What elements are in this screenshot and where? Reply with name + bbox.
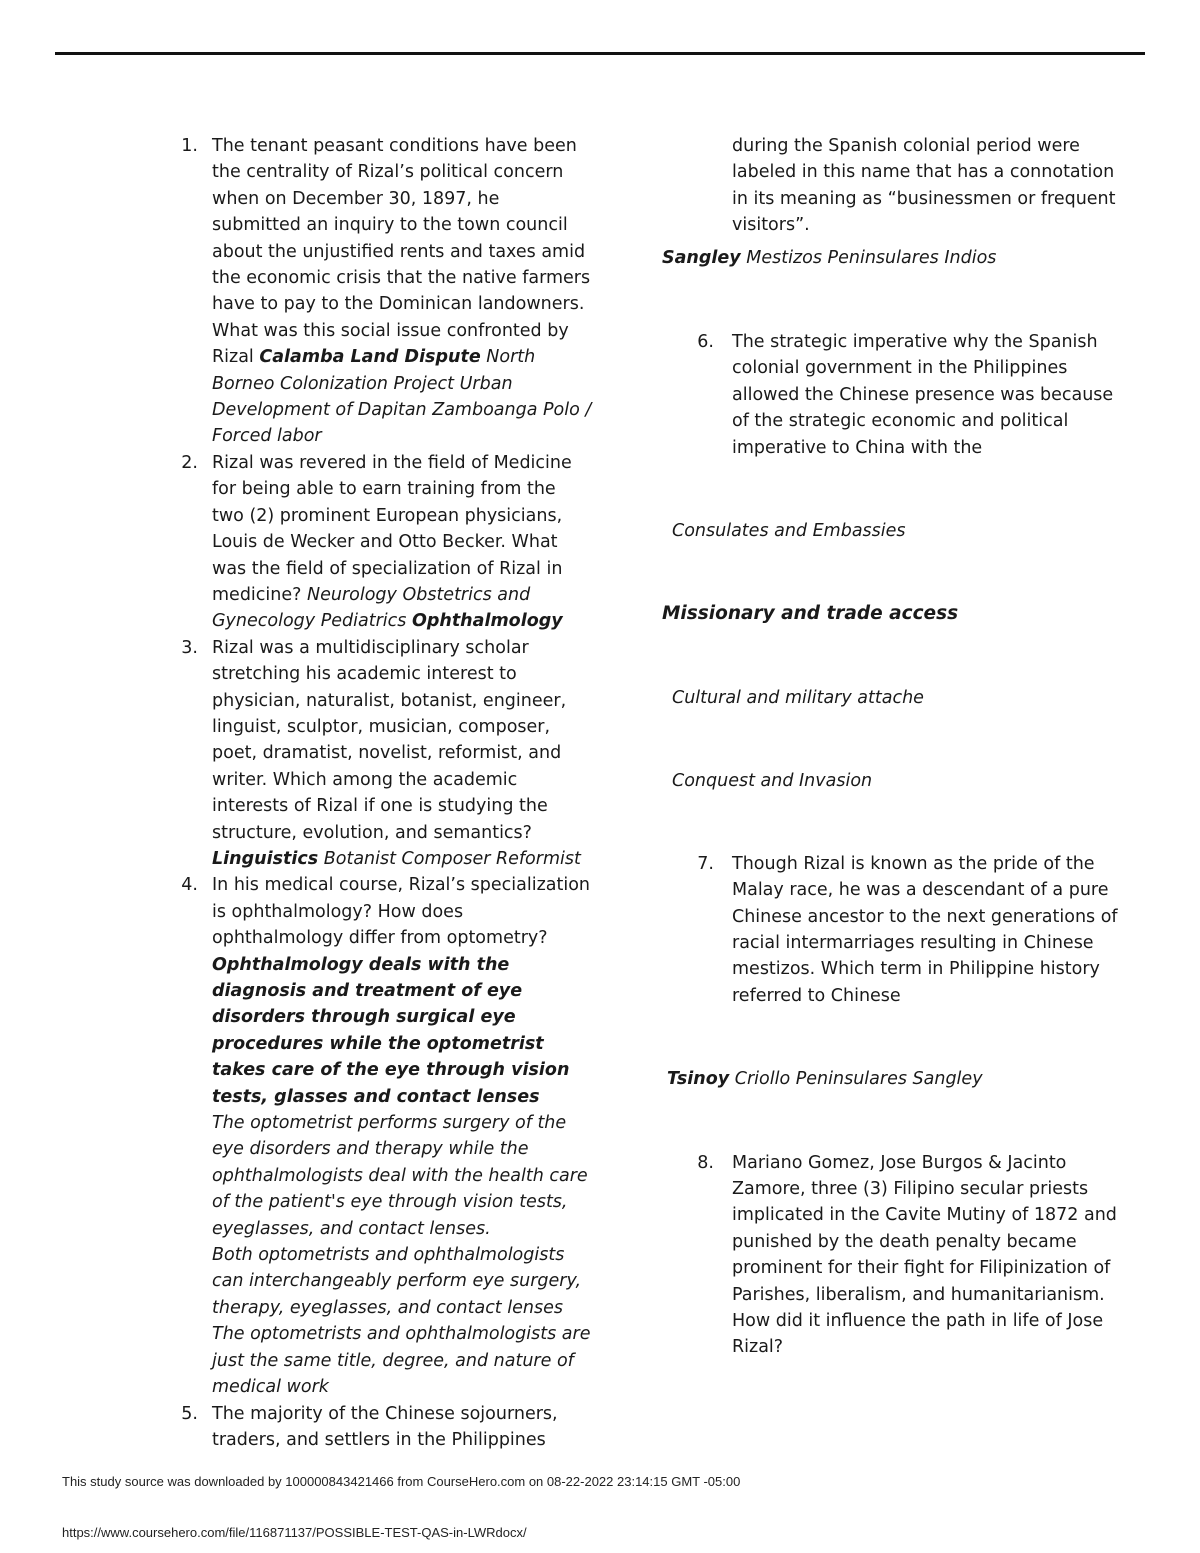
correct-answer: Ophthalmology <box>411 611 563 632</box>
download-source-text: This study source was downloaded by 100000843421466 from CourseHero.com on 08-22-2022 23:14:15 GMT -05:00 <box>62 1474 741 1489</box>
question-text: The strategic imperative why the Spanish colonial government in the Philippines allowed the Chinese presence was because of the strategic economic and political imperative to China with the <box>732 332 1114 458</box>
question-7-answers <box>662 1066 1122 1092</box>
answer-choices: North Borneo Colonization Project Urban Development of Dapitan Zamboanga Polo / Forced labor <box>212 347 592 447</box>
answer-choices: Botanist Composer Reformist <box>323 848 581 869</box>
answer-choices: Neurology Obstetrics and Gynecology Pediatrics <box>212 584 531 632</box>
source-url[interactable]: https://www.coursehero.com/file/116871137/POSSIBLE-TEST-QAS-in-LWRdocx/ <box>62 1525 527 1540</box>
question-3 <box>172 635 592 873</box>
question-text: Mariano Gomez, Jose Burgos & Jacinto Zamore, three (3) Filipino secular priests implicated in the Cavite Mutiny of 1872 and punished by the death penalty became prominent for their fight for Filipinization of Parishes, liberalism, and humanitarianism. How did it influence the path in life of Jose Rizal? <box>732 1152 1117 1358</box>
question-text: Rizal was a multidisciplinary scholar stretching his academic interest to physician, naturalist, botanist, engineer, linguist, sculptor, musician, composer, poet, dramatist, novelist, reformist, and writer. Which among the academic interests of Rizal if one is studying the structure, evolution, and semantics? <box>212 637 567 843</box>
question-text: In his medical course, Rizal’s specialization is ophthalmology? How does ophthalmology differ from optometry? <box>212 875 591 949</box>
correct-answer: Sangley <box>662 247 741 268</box>
correct-answer: Linguistics <box>212 848 319 869</box>
question-number: 5. <box>181 1403 198 1424</box>
right-column <box>662 133 1122 1361</box>
answer-option: Conquest and Invasion <box>672 771 873 792</box>
question-8 <box>662 1150 1122 1361</box>
question-number: 8. <box>697 1152 714 1173</box>
question-text: Though Rizal is known as the pride of the Malay race, he was a descendant of a pure Chinese ancestor to the next generations of racial intermarriages resulting in Chinese mestizos. Which term in Philippine history referred to Chinese <box>732 853 1118 1006</box>
question-number: 2. <box>181 452 198 473</box>
question-7 <box>662 851 1122 1009</box>
question-5-answers <box>662 245 1122 271</box>
correct-answer: Tsinoy <box>667 1069 730 1090</box>
question-2 <box>172 450 592 635</box>
question-text: The majority of the Chinese sojourners, traders, and settlers in the Philippines <box>212 1403 558 1450</box>
answer-choices: Criollo Peninsulares Sangley <box>734 1069 983 1090</box>
answer-option: Consulates and Embassies <box>672 521 906 542</box>
left-column <box>172 133 592 1453</box>
question-number: 6. <box>697 332 714 353</box>
answer-choices: Mestizos Peninsulares Indios <box>746 247 997 268</box>
correct-answer: Missionary and trade access <box>662 603 959 625</box>
answer-option: The optometrist performs surgery of the eye disorders and therapy while the ophthalmologists deal with the health care of the patient's eye through vision tests, eyeglasses, and contact lenses. <box>212 1113 588 1239</box>
question-5 <box>172 1401 592 1454</box>
question-number: 1. <box>181 136 198 156</box>
question-number: 3. <box>181 637 198 658</box>
question-text: Rizal was revered in the field of Medicine for being able to earn training from the two (2) prominent European physicians, Louis de Wecker and Otto Becker. What was the field of specialization of Rizal in medicine? <box>212 452 572 605</box>
correct-answer: Calamba Land Dispute <box>259 347 481 368</box>
question-5-continued <box>662 133 1122 239</box>
question-1 <box>172 133 592 450</box>
answer-option: Cultural and military attache <box>672 687 924 708</box>
question-4 <box>172 872 592 1400</box>
question-number: 7. <box>697 853 714 874</box>
question-text: The tenant peasant conditions have been the centrality of Rizal’s political concern when on December 30, 1897, he submitted an inquiry to the town council about the unjustified rents and taxes amid the economic crisis that the native farmers have to pay to the Dominican landowners. What was this social issue confronted by Rizal <box>212 136 591 368</box>
question-text: during the Spanish colonial period were labeled in this name that has a connotation in its meaning as “businessmen or frequent visitors”. <box>732 136 1116 236</box>
top-rule <box>55 52 1145 55</box>
correct-answer: Ophthalmology deals with the diagnosis and treatment of eye disorders through surgical eye procedures while the optometrist takes care of the eye through vision tests, glasses and contact lenses <box>212 954 570 1107</box>
answer-option: The optometrists and ophthalmologists are just the same title, degree, and nature of medical work <box>212 1324 591 1398</box>
question-6 <box>662 329 1122 461</box>
question-number: 4. <box>181 875 198 896</box>
answer-option: Both optometrists and ophthalmologists can interchangeably perform eye surgery, therapy, eyeglasses, and contact lenses <box>212 1245 582 1318</box>
